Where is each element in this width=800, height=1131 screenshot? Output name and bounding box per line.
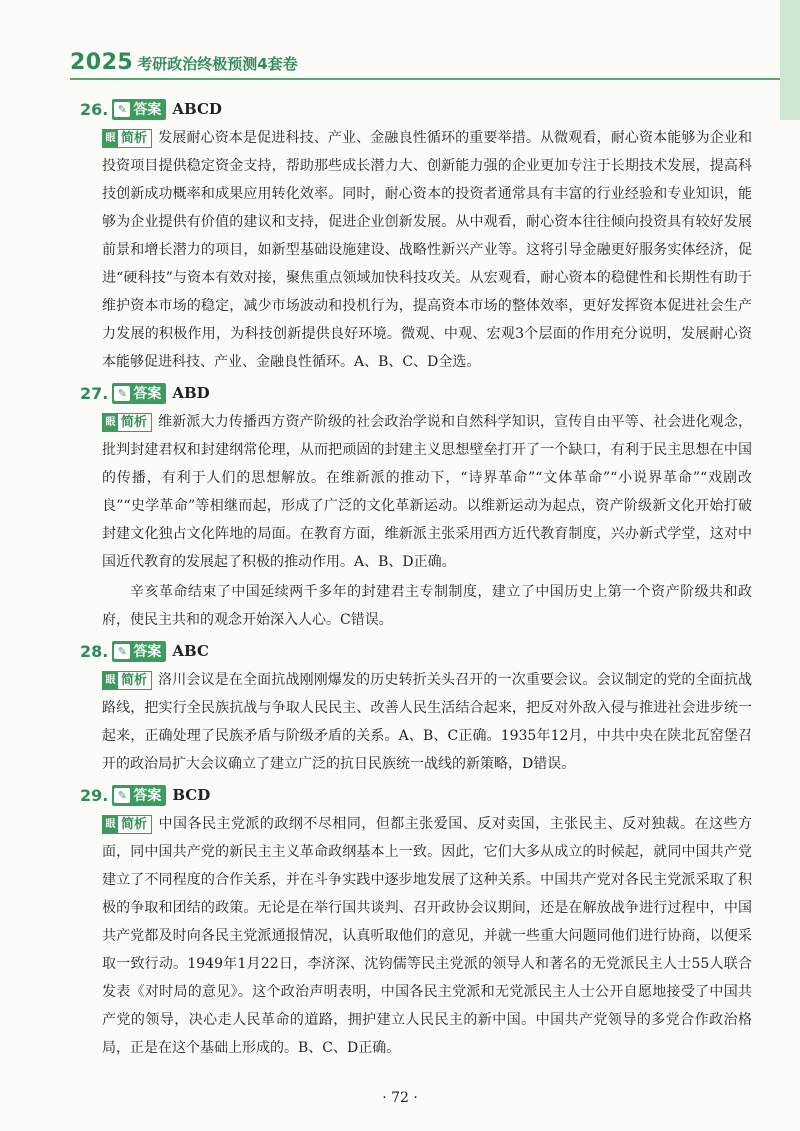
- answer-tag: [112, 99, 166, 120]
- pencil-icon: ✎: [114, 386, 130, 401]
- question-number: 27.: [80, 383, 109, 403]
- answer-tag-label: 答案: [133, 788, 162, 804]
- question-header: [72, 380, 752, 406]
- analysis-tag: [102, 671, 152, 690]
- header-year: 2025: [70, 50, 134, 75]
- question-27: [72, 380, 752, 634]
- question-number: 29.: [80, 785, 109, 805]
- header-divider: [70, 78, 800, 80]
- analysis-paragraph: [102, 666, 752, 778]
- header-title: [70, 50, 298, 75]
- question-header: [72, 782, 752, 808]
- analysis-text: 维新派大力传播西方资产阶级的社会政治学说和自然科学知识，宣传自由平等、社会进化观念，批判封建君权和封建纲常伦理，从而把顽固的封建主义思想壁垒打开了一个缺口，有利于民主思想在中国的传播，有利于人们的思想解放。在维新派的推动下，“诗界革命”“文体革命”“小说界革命”“戏剧改良”“史学革命”等相继而起，形成了广泛的文化革新运动。以维新运动为起点，资产阶级新文化开始打破封建文化独占文化阵地的局面。在教育方面，维新派主张采用西方近代教育制度，兴办新式学堂，这对中国近代教育的发展起了积极的推动作用。A、B、D正确。: [102, 414, 752, 570]
- answer-value: ABCD: [172, 100, 222, 118]
- question-number: 26.: [80, 99, 109, 119]
- edge-tab: [780, 0, 800, 120]
- answer-tag: [112, 785, 166, 806]
- question-header: [72, 638, 752, 664]
- answer-value: ABC: [172, 642, 209, 660]
- analysis-text: 中国各民主党派的政纲不尽相同，但都主张爱国、反对卖国，主张民主、反对独裁。在这些方面，同中国共产党的新民主主义革命政纲基本上一致。因此，它们大多从成立的时候起，就同中国共产党建立了不同程度的合作关系，并在斗争实践中逐步地发展了这种关系。中国共产党对各民主党派采取了积极的争取和团结的政策。无论是在举行国共谈判、召开政协会议期间，还是在解放战争进行过程中，中国共产党都及时向各民主党派通报情况，认真听取他们的意见，并就一些重大问题同他们进行协商，以便采取一致行动。1949年1月22日，李济深、沈钧儒等民主党派的领导人和著名的无党派民主人士55人联合发表《对时局的意见》。这个政治声明表明，中国各民主党派和无党派民主人士公开自愿地接受了中国共产党的领导，决心走人民革命的道路，拥护建立人民民主的新中国。中国共产党领导的多党合作政治格局，正是在这个基础上形成的。B、C、D正确。: [102, 816, 752, 1056]
- answer-tag: [112, 641, 166, 662]
- answer-tag: [112, 383, 166, 404]
- answer-tag-label: 答案: [133, 386, 162, 402]
- page-header: [0, 0, 800, 78]
- analysis-tag: [102, 413, 152, 432]
- eye-icon: 眼: [103, 130, 118, 147]
- answer-value: BCD: [172, 786, 211, 804]
- analysis-paragraph: [102, 810, 752, 1062]
- analysis-extra-paragraph: 辛亥革命结束了中国延续两千多年的封建君主专制制度，建立了中国历史上第一个资产阶级共和政府，使民主共和的观念开始深入人心。C错误。: [102, 584, 752, 628]
- analysis-tag-label: 简析: [121, 130, 148, 146]
- page-number: · 72 ·: [382, 1090, 418, 1106]
- question-header: [72, 96, 752, 122]
- question-29: [72, 782, 752, 1062]
- pencil-icon: ✎: [114, 102, 130, 117]
- eye-icon: 眼: [103, 816, 118, 833]
- analysis-tag-label: 简析: [121, 672, 148, 688]
- analysis-tag: [102, 129, 152, 148]
- pencil-icon: ✎: [114, 644, 130, 659]
- question-26: [72, 96, 752, 376]
- eye-icon: 眼: [103, 414, 118, 431]
- answer-tag-label: 答案: [133, 644, 162, 660]
- answer-value: ABD: [172, 384, 210, 402]
- question-number: 28.: [80, 641, 109, 661]
- analysis-text: 发展耐心资本是促进科技、产业、金融良性循环的重要举措。从微观看，耐心资本能够为企业和投资项目提供稳定资金支持，帮助那些成长潜力大、创新能力强的企业更加专注于长期技术发展，提高科技创新成功概率和成果应用转化效率。同时，耐心资本的投资者通常具有丰富的行业经验和专业知识，能够为企业提供有价值的建议和支持，促进企业创新发展。从中观看，耐心资本往往倾向投资具有较好发展前景和增长潜力的项目，如新型基础设施建设、战略性新兴产业等。这将引导金融更好服务实体经济，促进“硬科技”与资本有效对接，聚焦重点领域加快科技攻关。从宏观看，耐心资本的稳健性和长期性有助于维护资本市场的稳定，减少市场波动和投机行为，提高资本市场的整体效率，更好发挥资本促进社会生产力发展的积极作用，为科技创新提供良好环境。微观、中观、宏观3个层面的作用充分说明，发展耐心资本能够促进科技、产业、金融良性循环。A、B、C、D全选。: [102, 130, 752, 370]
- analysis-tag-label: 简析: [121, 816, 148, 832]
- header-subtitle: 考研政治终极预测4套卷: [137, 55, 298, 73]
- answer-content: [72, 96, 752, 1066]
- question-28: [72, 638, 752, 778]
- analysis-paragraph: [102, 408, 752, 576]
- analysis-text: 洛川会议是在全面抗战刚刚爆发的历史转折关头召开的一次重要会议。会议制定的党的全面抗战路线，把实行全民族抗战与争取人民民主、改善人民生活结合起来，把反对外敌入侵与推进社会进步统一起来，正确处理了民族矛盾与阶级矛盾的关系。A、B、C正确。1935年12月，中共中央在陕北瓦窑堡召开的政治局扩大会议确立了建立广泛的抗日民族统一战线的新策略，D错误。: [102, 672, 752, 772]
- analysis-paragraph: [102, 124, 752, 376]
- eye-icon: 眼: [103, 672, 118, 689]
- analysis-tag-label: 简析: [121, 414, 148, 430]
- pencil-icon: ✎: [114, 788, 130, 803]
- answer-tag-label: 答案: [133, 102, 162, 118]
- analysis-tag: [102, 815, 152, 834]
